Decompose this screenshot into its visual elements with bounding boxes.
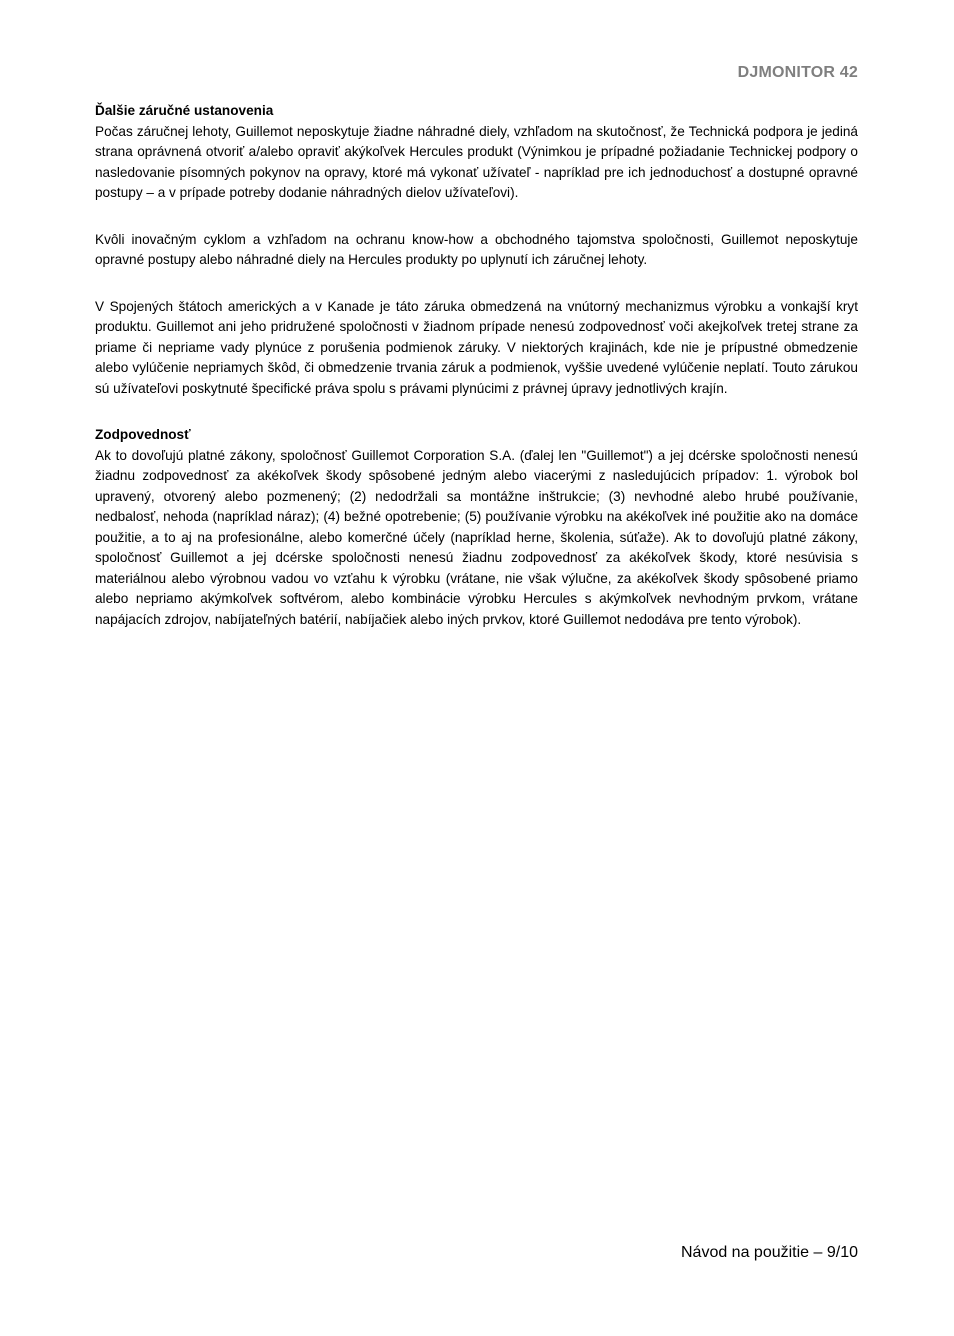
- paragraph: V Spojených štátoch amerických a v Kanade je táto záruka obmedzená na vnútorný mechanizmus výrobku a vonkajší kryt produktu. Guillemot ani jeho pridružené spoločnosti v žiadnom prípade nenesú zodpovednosť voči akejkoľvek tretej strane za priame či nepriame vady plynúce z porušenia podmienok záruky. V niektorých krajinách, kde nie je prípustné obmedzenie alebo vylúčenie nepriamych škôd, či obmedzenie trvania záruk a podmienok, vyššie uvedené vylúčenie neplatí. Touto zárukou sú užívateľovi poskytnuté špecifické práva spolu s právami plynúcimi z právnej úpravy jednotlivých krajín.: [95, 298, 858, 396]
- section-heading: Zodpovednosť: [95, 427, 191, 442]
- section-heading: Ďalšie záručné ustanovenia: [95, 103, 274, 118]
- paragraph: Kvôli inovačným cyklom a vzhľadom na ochranu know-how a obchodného tajomstva spoločnosti, Guillemot neposkytuje opravné postupy alebo náhradné diely na Hercules produkty po uplynutí ich záručnej lehoty.: [95, 231, 858, 267]
- page-footer: Návod na použitie – 9/10: [680, 1244, 858, 1261]
- section-additional-warranty: [95, 101, 858, 399]
- document-body: [95, 101, 858, 630]
- paragraph: Počas záručnej lehoty, Guillemot neposkytuje žiadne náhradné diely, vzhľadom na skutočnosť, že Technická podpora je jediná strana oprávnená otvoriť a/alebo opraviť akýkoľvek Hercules produkt (Výnimkou je prípadné požiadanie Technickej podpory o nasledovanie písomných pokynov na opravy, ktoré má vykonať užívateľ - napríklad pre ich jednoduchosť a dostupné opravné postupy – a v prípade potreby dodanie náhradných dielov užívateľovi).: [95, 123, 858, 200]
- paragraph: Ak to dovoľujú platné zákony, spoločnosť Guillemot Corporation S.A. (ďalej len "Guillemot") a jej dcérske spoločnosti nenesú žiadnu zodpovednosť za akékoľvek škody spôsobené jedným alebo viacerými z nasledujúcich prípadov: 1. výrobok bol upravený, otvorený alebo pozmenený; (2) nedodržali sa montážne inštrukcie; (3) nevhodné alebo hrubé používanie, nedbalosť, nehoda (napríklad náraz); (4) bežné opotrebenie; (5) používanie výrobku na akékoľvek iné použitie ako na domáce použitie, a to aj na profesionálne, alebo komerčné účely (napríklad herne, školenia, súťaže). Ak to dovoľujú platné zákony, spoločnosť Guillemot a jej dcérske spoločnosti nenesú žiadnu zodpovednosť za akékoľvek škody, ktoré nesúvisia s materiálnou alebo výrobnou vadou vo vzťahu k výrobku (vrátane, nie však výlučne, za akékoľvek škody spôsobené priamo alebo nepriamo akýmkoľvek softvérom, alebo kombinácie výrobku Hercules s akýmkoľvek nevhodným prvkom, vrátane napájacích zdrojov, nabíjateľných batérií, nabíjačiek alebo iných prvkov, ktoré Guillemot nedodáva pre tento výrobok).: [95, 447, 858, 627]
- product-title: DJMONITOR 42: [737, 64, 858, 81]
- section-liability: [95, 425, 858, 630]
